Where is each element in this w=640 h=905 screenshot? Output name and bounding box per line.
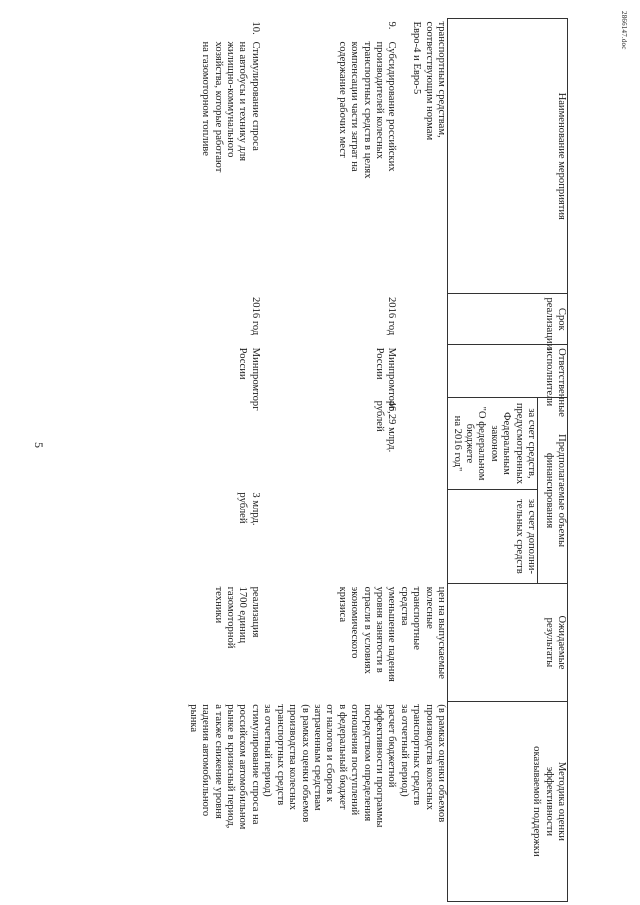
- measure-name-line: на газомоторном топливе: [200, 41, 212, 156]
- measure-name-line: хозяйства, которые работают: [212, 41, 224, 173]
- cell-method: [261, 701, 397, 901]
- method-line: за отчетный период): [262, 704, 274, 797]
- header-method-line-3: оказываемой поддержки: [531, 746, 543, 857]
- header-name: [448, 19, 568, 294]
- cell-additional: [186, 489, 260, 583]
- responsible-line: России: [237, 347, 249, 380]
- measure-name-line: Субсидирование российских: [386, 41, 398, 172]
- header-responsible: [448, 345, 568, 417]
- cell-name: [261, 19, 397, 294]
- results-line: техники: [212, 586, 224, 624]
- header-federal-line-2: предусмотренных: [513, 402, 525, 485]
- cell-method: [397, 701, 447, 901]
- measure-name-line: транспортных средств в целях: [361, 41, 373, 179]
- results-line: уровня занятости в: [373, 586, 385, 673]
- header-funding-group: [538, 398, 568, 584]
- method-line: рынка: [187, 704, 199, 733]
- results-line: отрасли в условиях: [361, 586, 373, 674]
- measure-name: [410, 22, 447, 141]
- table-row: [261, 19, 397, 902]
- cell-results: [261, 584, 397, 702]
- header-method-line-2: эффективности: [543, 766, 555, 837]
- method-line: транспортных средств: [411, 704, 423, 806]
- header-federal-line-7: на 2016 год": [451, 415, 463, 472]
- responsible-line: Минпромторг: [386, 347, 398, 411]
- header-responsible-line-2: исполнители: [543, 348, 555, 407]
- cell-results: [186, 584, 260, 702]
- header-federal: [448, 398, 538, 490]
- measure-name-line: соответствующим нормам: [423, 21, 435, 141]
- header-method-line-1: Методика оценки: [556, 761, 567, 841]
- cell-additional: [261, 489, 397, 583]
- header-funding-line-2: финансирования: [543, 452, 555, 529]
- header-name-text: Наименование мероприятия: [556, 92, 567, 220]
- federal-line: 46,29 млрд.: [386, 400, 398, 453]
- method-line: (в рамках оценки объемов: [299, 704, 311, 823]
- cell-method: [186, 701, 260, 901]
- measures-table: [186, 18, 568, 902]
- header-term-line-2: реализации: [543, 297, 555, 350]
- results-line: экономического: [349, 586, 361, 659]
- cell-term: [397, 294, 447, 345]
- table-header: [448, 19, 568, 902]
- header-federal-line-1: за счет средств,: [526, 408, 537, 479]
- results-line: газомоторной: [225, 586, 237, 649]
- header-federal-line-5: "О федеральном: [476, 406, 488, 481]
- header-term-line-1: Срок: [556, 307, 567, 331]
- header-results-line-2: результаты: [543, 617, 555, 668]
- cell-term: 2016 год: [386, 296, 398, 336]
- results-line: реализация: [249, 586, 261, 638]
- table-body: [186, 19, 447, 902]
- cell-federal: [397, 398, 447, 490]
- method-line: в федеральный бюджет: [336, 704, 348, 810]
- measure-name-line: компенсации части затрат на: [349, 41, 361, 172]
- responsible-line: Минпромторг: [249, 347, 261, 411]
- method-line: за отчетный период): [398, 704, 410, 797]
- additional-line: рублей: [237, 492, 249, 524]
- row-number: 9.: [386, 21, 398, 30]
- method-line: (в рамках оценки объемов: [436, 704, 447, 823]
- cell-responsible: [186, 345, 261, 411]
- results-line: 1700 единиц: [237, 586, 249, 644]
- measure-name-line: содержание рабочих мест: [336, 41, 348, 158]
- method-line: рынке в кризисный период,: [225, 704, 237, 829]
- method-line: транспортных средств: [274, 704, 286, 806]
- table-row: [397, 19, 447, 902]
- measure-name-line: производителей колесных: [373, 41, 385, 160]
- row-number: 10.: [249, 21, 261, 35]
- method-line: затраченным средствам: [311, 704, 323, 811]
- page-number: 5: [32, 442, 46, 448]
- header-results-line-1: Ожидаемые: [556, 615, 567, 670]
- results-line: колесные: [423, 586, 435, 629]
- header-federal-line-6: бюджете: [463, 423, 475, 464]
- cell-additional: [397, 489, 447, 583]
- method-line: расчет бюджетной: [386, 704, 398, 788]
- method-line: от налогов и сборов к: [324, 704, 336, 803]
- measure-name-line: Евро-4 и Евро-5: [411, 21, 423, 95]
- header-additional-line-1: за счет дополни-: [526, 498, 537, 574]
- header-responsible-line-1: Ответственные: [556, 348, 567, 417]
- results-line: уменьшение падения: [386, 586, 398, 682]
- measure-name-line: транспортным средствам,: [436, 21, 447, 138]
- cell-results: [397, 584, 447, 702]
- method-line: падения автомобильного: [200, 704, 212, 817]
- cell-federal: [261, 398, 397, 490]
- method-line: а также снижение уровня: [212, 704, 224, 819]
- method-line: производства колесных: [423, 704, 435, 811]
- header-term: [448, 294, 568, 350]
- measure-name-line: Стимулирование спроса: [249, 41, 261, 151]
- document-code: 2866147.doc: [620, 11, 628, 50]
- cell-responsible: [397, 345, 447, 398]
- header-results: [448, 584, 568, 702]
- cell-name: [397, 19, 447, 294]
- method-line: стимулирование спроса на: [249, 704, 261, 825]
- header-federal-line-3: Федеральным: [501, 412, 513, 475]
- table-row: [186, 19, 260, 902]
- responsible-line: России: [373, 347, 385, 380]
- header-method: [448, 701, 568, 901]
- cell-term: 2016 год: [249, 296, 261, 336]
- results-line: средства: [398, 586, 410, 626]
- results-line: транспортные: [411, 586, 423, 650]
- measure-name: [335, 42, 397, 179]
- header-additional: [448, 489, 538, 583]
- measure-name: [199, 42, 261, 173]
- method-line: эффективности программы: [373, 704, 385, 828]
- cell-name: [186, 19, 260, 294]
- header-additional-line-2: тельных средств: [513, 499, 525, 574]
- additional-line: 3 млрд.: [249, 492, 261, 526]
- measure-name-line: на автобусы и технику для: [237, 41, 249, 162]
- header-federal-line-4: законом: [488, 425, 500, 462]
- method-line: российском автомобильном: [237, 704, 249, 830]
- header-funding-line-1: Предполагаемые объемы: [556, 434, 567, 548]
- results-line: кризиса: [336, 586, 348, 623]
- federal-line: рублей: [373, 400, 385, 432]
- results-line: цен на выпускаемые: [436, 586, 447, 679]
- cell-responsible: [261, 345, 398, 411]
- method-line: производства колесных: [287, 704, 299, 811]
- measure-name-line: жилищно-коммунального: [225, 41, 237, 158]
- cell-federal: [186, 398, 260, 490]
- method-line: посредством определения: [361, 704, 373, 822]
- method-line: отношения поступлений: [349, 704, 361, 816]
